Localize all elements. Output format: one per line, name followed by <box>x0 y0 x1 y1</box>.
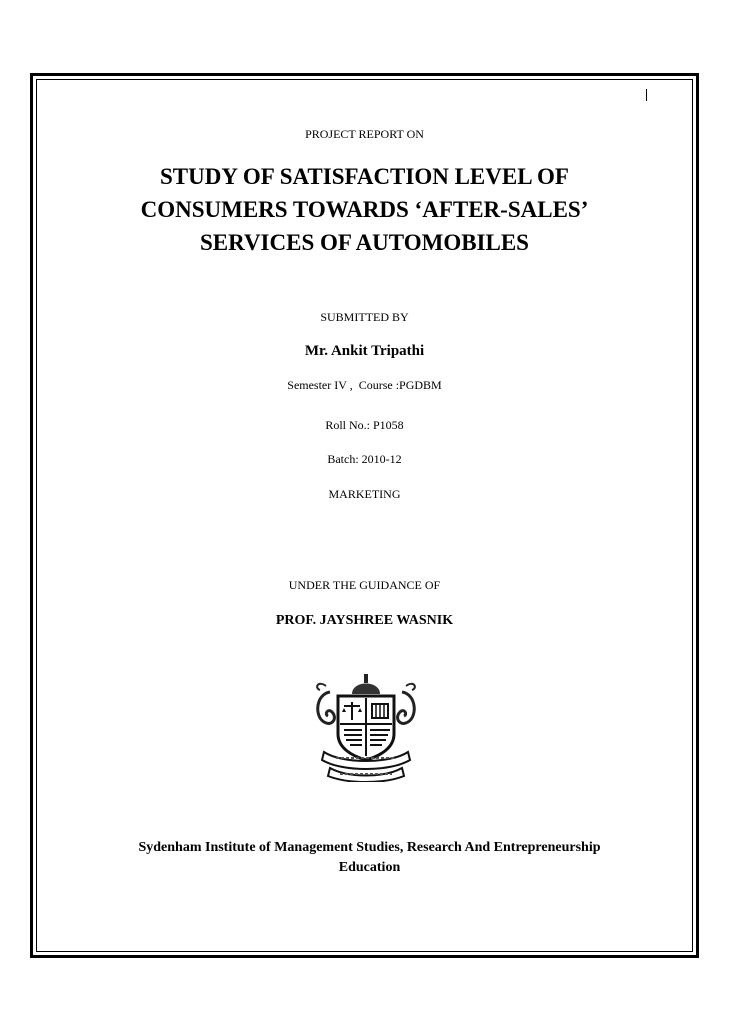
institute-name-line: Sydenham Institute of Management Studies, Research And Entrepreneurship <box>138 840 601 855</box>
report-title-line: STUDY OF SATISFACTION LEVEL OF <box>160 164 569 189</box>
report-title-line: SERVICES OF AUTOMOBILES <box>200 230 529 255</box>
guide-name: PROF. JAYSHREE WASNIK <box>275 613 454 628</box>
college-crest-icon <box>312 672 420 782</box>
batch: Batch: 2010-12 <box>327 452 402 466</box>
specialization: MARKETING <box>328 487 401 501</box>
submitted-by-label: SUBMITTED BY <box>320 310 409 324</box>
report-heading: PROJECT REPORT ON <box>305 127 424 141</box>
institute-name-line: Education <box>338 860 401 875</box>
semester-course: Semester IV , Course :PGDBM <box>287 378 442 392</box>
roll-number: Roll No.: P1058 <box>325 418 404 432</box>
header-tick-mark <box>646 89 647 101</box>
guidance-label: UNDER THE GUIDANCE OF <box>288 578 441 592</box>
report-title <box>30 160 699 259</box>
report-title-line: CONSUMERS TOWARDS ‘AFTER-SALES’ <box>140 197 589 222</box>
student-name: Mr. Ankit Tripathi <box>304 343 425 359</box>
institute-name <box>82 838 657 878</box>
